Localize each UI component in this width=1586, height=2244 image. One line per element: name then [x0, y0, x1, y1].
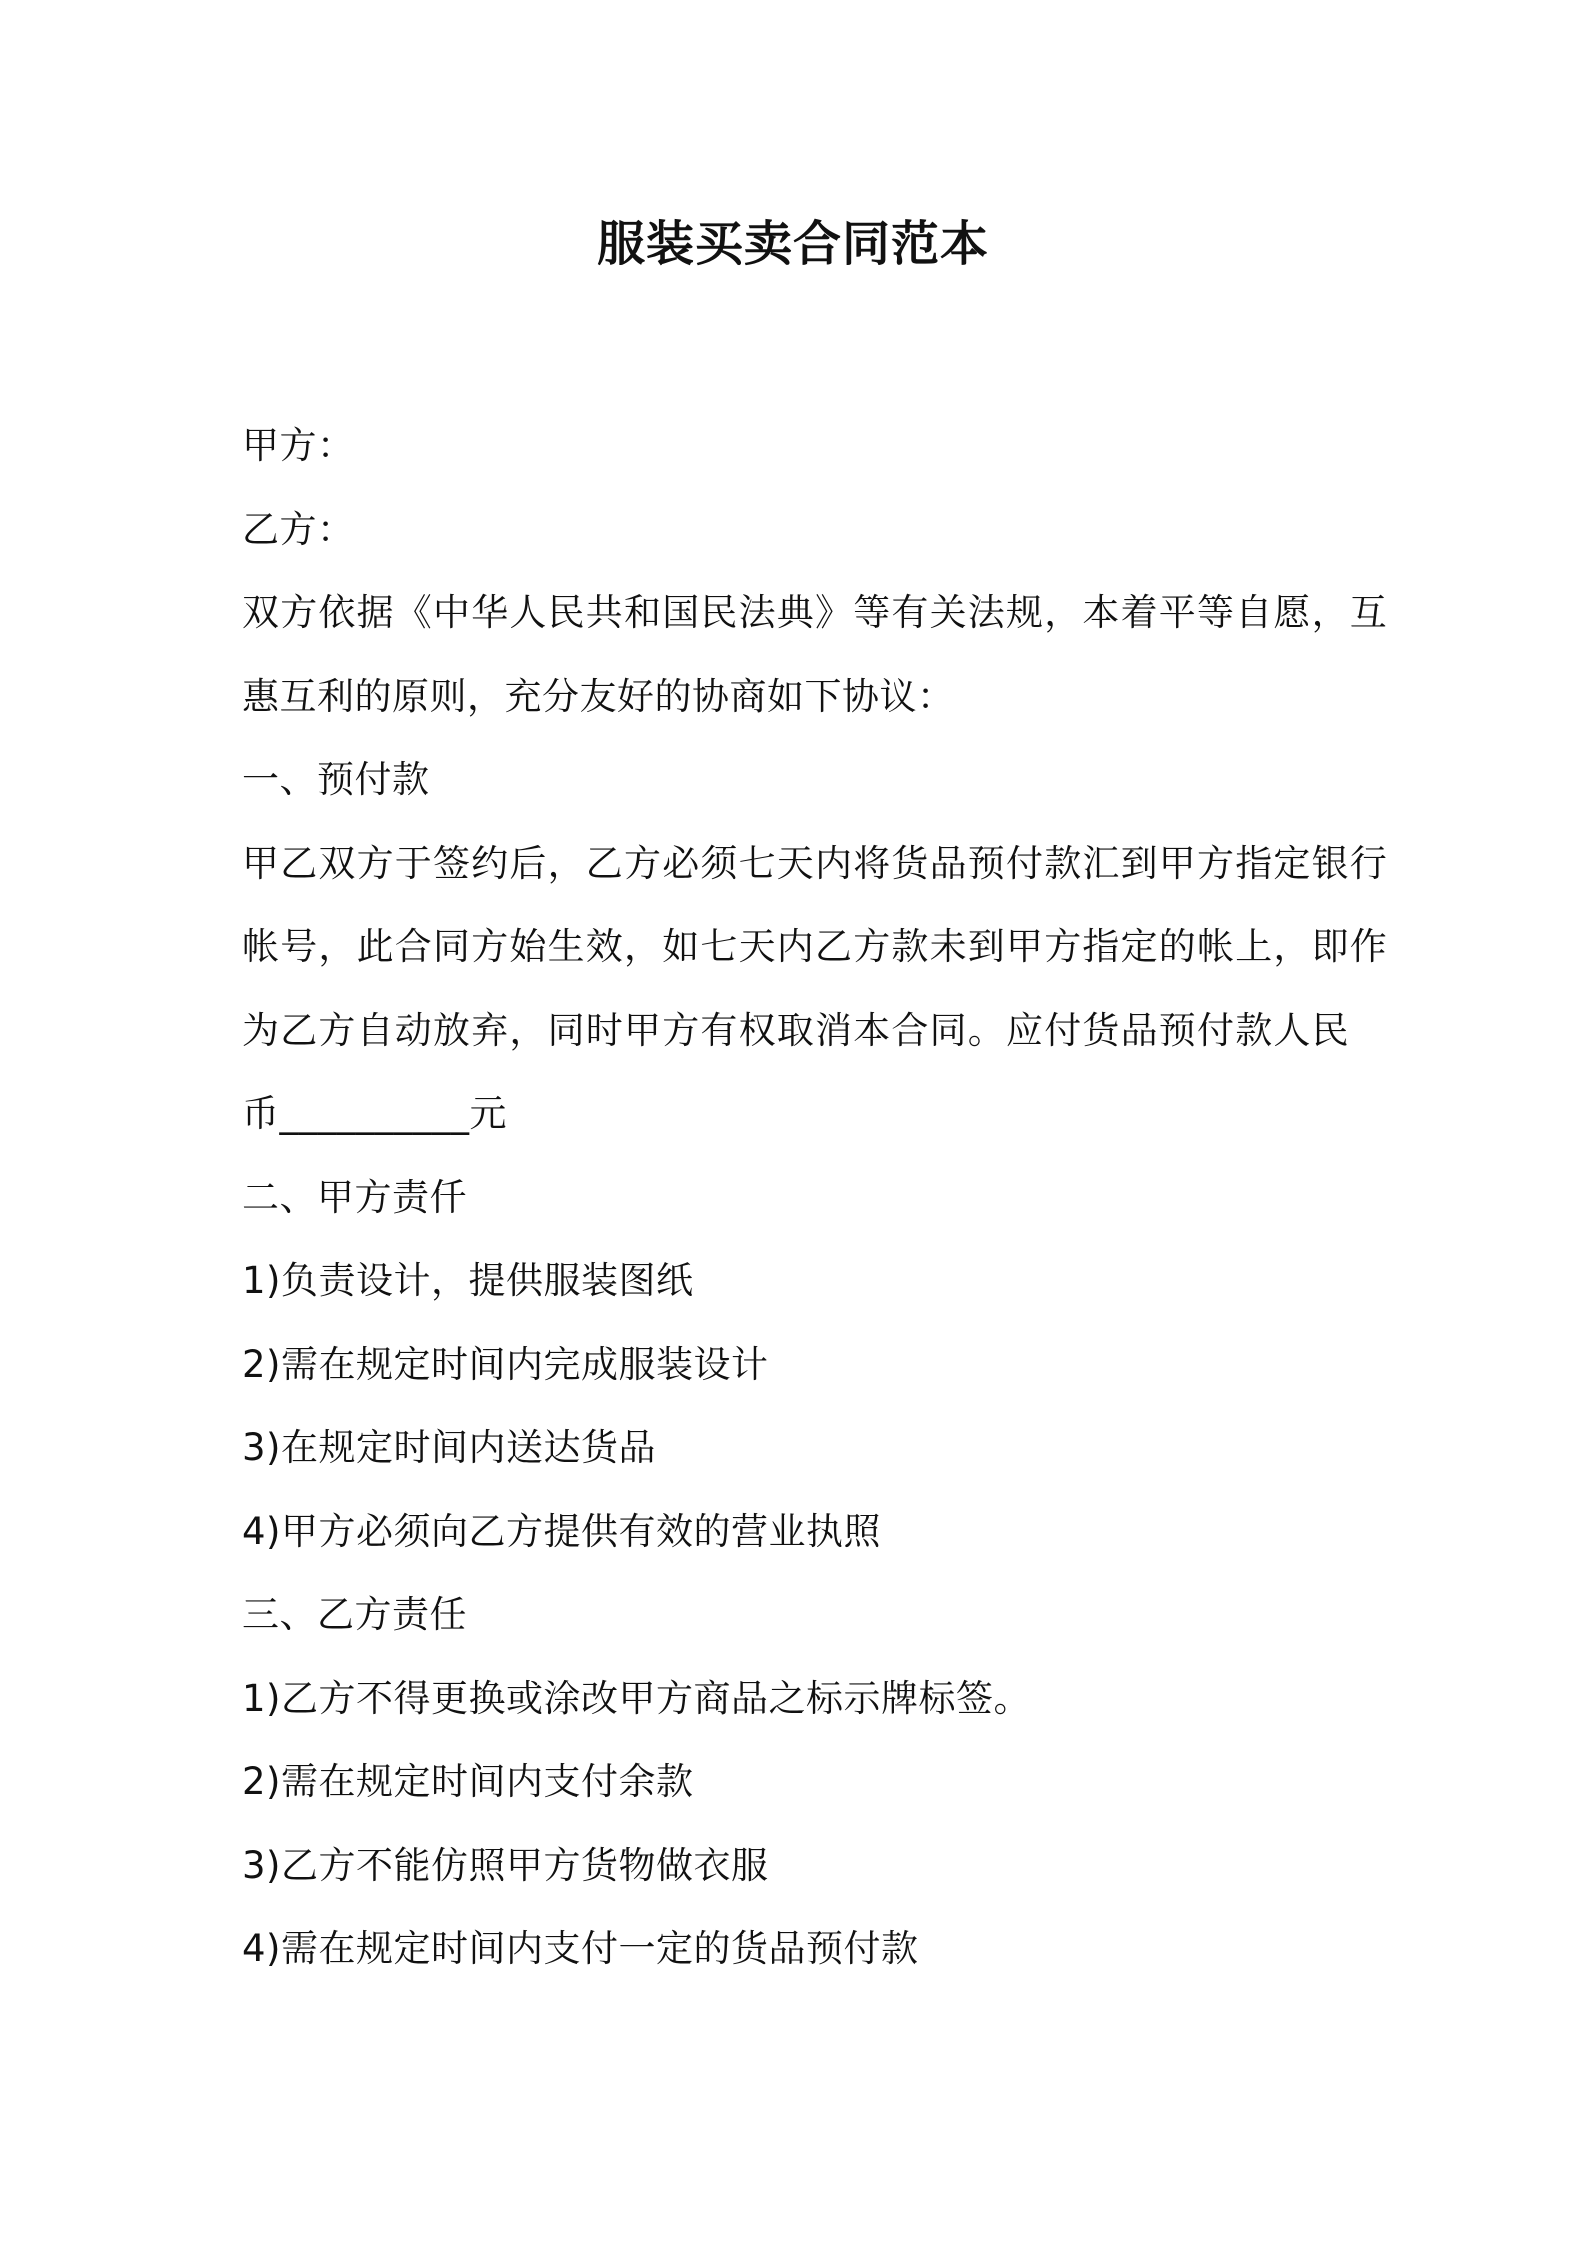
party-b-duty-item: 1)乙方不得更换或涂改甲方商品之标示牌标签。	[242, 1676, 1031, 1720]
page-title: 服装买卖合同范本	[596, 216, 989, 272]
contract-body	[242, 404, 1388, 1991]
party-b-duty-item: 2)需在规定时间内支付余款	[242, 1760, 694, 1803]
party-a-duty-item: 2)需在规定时间内完成服装设计	[242, 1342, 769, 1386]
prepayment-line: 甲乙双方于签约后，乙方必须七天内将货品预付款汇到甲方指定银行	[242, 841, 1388, 885]
party-b-line: 乙方：	[242, 507, 355, 551]
party-a-duty-item: 4)甲方必须向乙方提供有效的营业执照	[242, 1509, 881, 1553]
prepayment-line: 帐号，此合同方始生效，如七天内乙方款未到甲方指定的帐上，即作	[242, 925, 1388, 968]
party-a-duty-item: 3)在规定时间内送达货品	[242, 1426, 656, 1469]
intro-line: 惠互利的原则，充分友好的协商如下协议：	[242, 674, 955, 718]
prepayment-line: 为乙方自动放弃，同时甲方有权取消本合同。应付货品预付款人民	[242, 1008, 1350, 1052]
section-heading-party-a-duties: 二、甲方责仟	[242, 1175, 467, 1219]
prepayment-amount-line: 币__________元	[242, 1092, 507, 1135]
intro-line: 双方依据《中华人民共和国民法典》等有关法规，本着平等自愿，互	[242, 591, 1388, 634]
party-b-duty-item: 4)需在规定时间内支付一定的货品预付款	[242, 1927, 919, 1970]
party-b-duty-item: 3)乙方不能仿照甲方货物做衣服	[242, 1843, 769, 1887]
party-a-duty-item: 1)负责设计，提供服装图纸	[242, 1259, 694, 1302]
section-heading-party-b-duties: 三、乙方责任	[242, 1593, 467, 1636]
party-a-line: 甲方：	[242, 424, 355, 467]
section-heading-prepayment: 一、预付款	[242, 758, 430, 801]
